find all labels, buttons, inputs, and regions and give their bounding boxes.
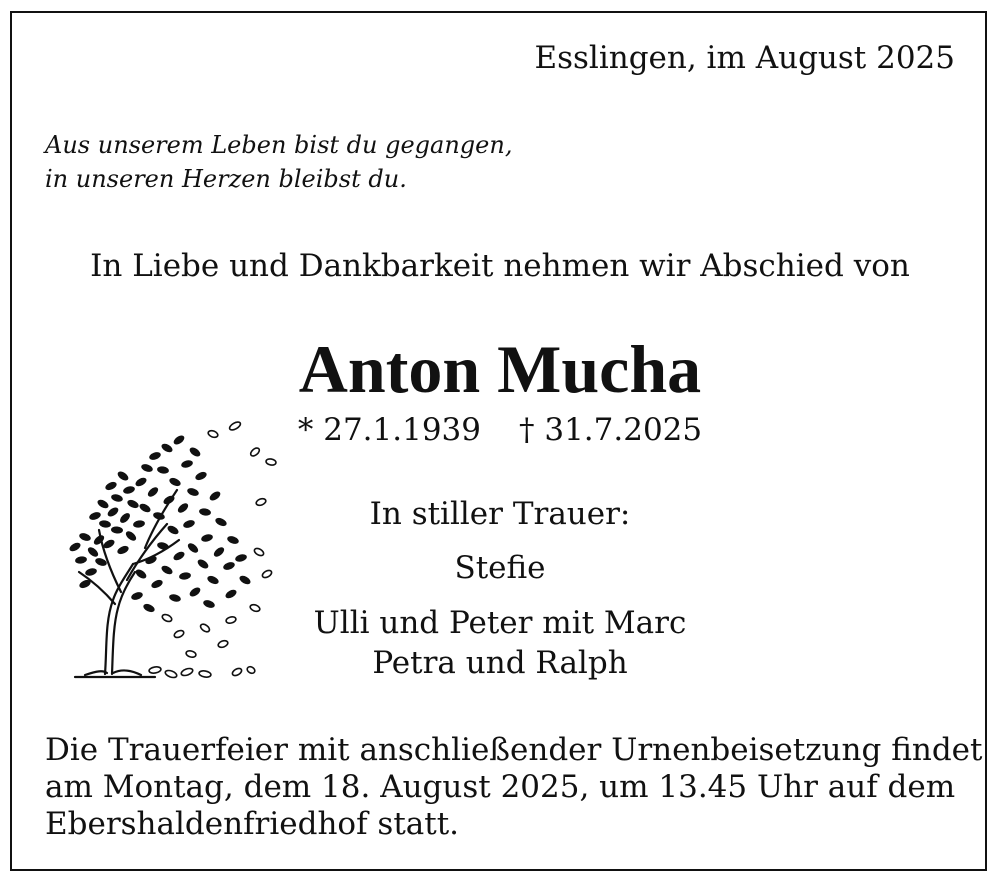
place-date: Esslingen, im August 2025 [534,40,955,76]
funeral-line: Ebershaldenfriedhof statt. [45,806,460,842]
mourner-line: Petra und Ralph [372,645,628,681]
farewell-intro: In Liebe und Dankbarkeit nehmen wir Abschied von [90,248,910,284]
motto [45,128,512,196]
motto-line-1: Aus unserem Leben bist du gegangen, [45,131,513,159]
deceased-name: Anton Mucha [298,331,702,407]
funeral-line: Die Trauerfeier mit anschließender Urnenbeisetzung findet [45,732,983,768]
windblown-tree-icon [55,412,285,687]
mourning-heading: In stiller Trauer: [369,496,631,532]
mourner-line: Stefie [454,550,546,586]
funeral-line: am Montag, dem 18. August 2025, um 13.45 Uhr auf dem [45,769,956,805]
death-date: † 31.7.2025 [519,412,703,448]
funeral-details [45,732,983,843]
mourner-line: Ulli und Peter mit Marc [313,605,687,641]
birth-date: * 27.1.1939 [297,412,481,448]
motto-line-2: in unseren Herzen bleibst du. [45,165,407,193]
